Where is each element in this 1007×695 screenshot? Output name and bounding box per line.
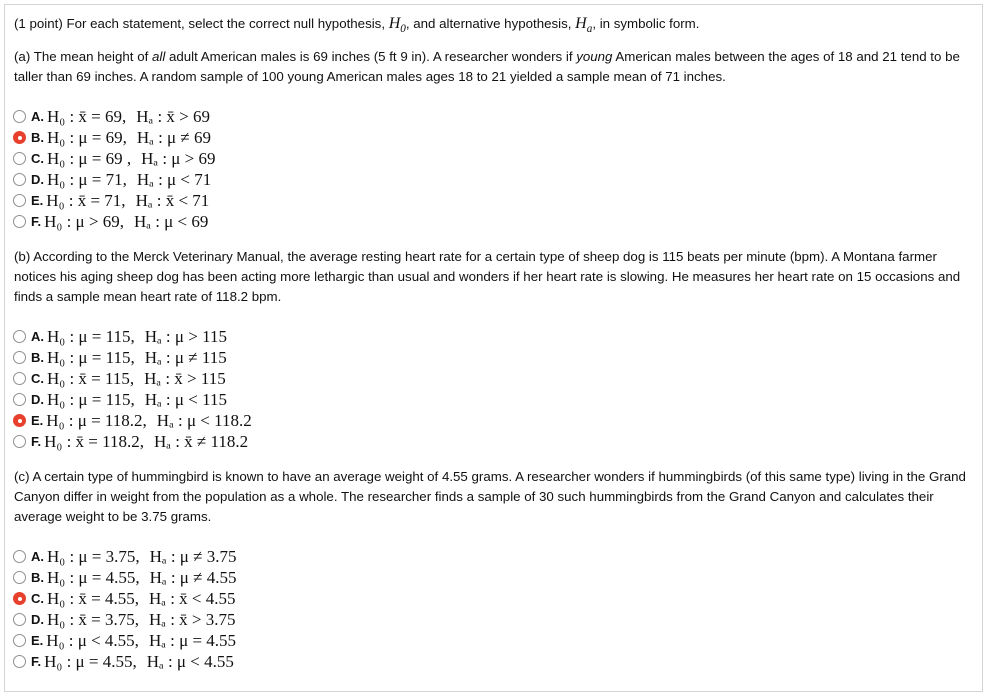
alternative-hypothesis: Hₐ : μ ≠ 4.55 xyxy=(149,567,237,587)
answer-option[interactable] xyxy=(13,368,252,389)
option-letter: F. xyxy=(31,214,42,229)
radio-button[interactable] xyxy=(13,330,26,343)
alternative-hypothesis: Hₐ : x̄ > 69 xyxy=(136,106,211,126)
answer-option[interactable] xyxy=(13,588,236,609)
part-a-prompt: (a) The mean height of all adult American males is 69 inches (5 ft 9 in). A researcher wonders if young American males between the ages of 18 and 21 tend to be taller than 69 inches. A random sample of 100 young American males ages 18 to 21 yielded a sample mean of 71 inches. xyxy=(14,49,960,84)
radio-button[interactable] xyxy=(13,110,26,123)
null-hypothesis: H₀ : x̄ = 4.55, xyxy=(47,588,140,608)
answer-option[interactable] xyxy=(13,326,252,347)
alternative-hypothesis: Hₐ : x̄ < 4.55 xyxy=(149,588,236,608)
answer-option[interactable] xyxy=(13,347,252,368)
option-letter: C. xyxy=(31,591,44,606)
radio-button[interactable] xyxy=(13,372,26,385)
alternative-hypothesis: Hₐ : μ > 69 xyxy=(141,148,216,168)
null-hypothesis: H₀ : μ = 4.55, xyxy=(44,651,137,671)
problem-intro xyxy=(14,14,974,35)
intro-text: (1 point) For each statement, select the correct null hypothesis, xyxy=(14,16,389,31)
null-hypothesis: H₀ : μ = 118.2, xyxy=(46,410,147,430)
null-hypothesis: H₀ : μ = 115, xyxy=(47,389,135,409)
radio-button[interactable] xyxy=(13,634,26,647)
answer-option[interactable] xyxy=(13,106,216,127)
option-letter: B. xyxy=(31,570,44,585)
ha-symbol: $H_a$ xyxy=(575,15,593,35)
alternative-hypothesis: Hₐ : x̄ > 115 xyxy=(144,368,226,388)
alternative-hypothesis: Hₐ : μ ≠ 69 xyxy=(136,127,211,147)
option-letter: A. xyxy=(31,549,44,564)
null-hypothesis: H₀ : μ = 69, xyxy=(47,127,127,147)
answer-option[interactable] xyxy=(13,410,252,431)
null-hypothesis: H₀ : μ = 115, xyxy=(47,347,135,367)
alternative-hypothesis: Hₐ : μ < 118.2 xyxy=(156,410,252,430)
alternative-hypothesis: Hₐ : μ < 71 xyxy=(136,169,212,189)
alternative-hypothesis: Hₐ : x̄ < 71 xyxy=(135,190,210,210)
intro-text-3: , in symbolic form. xyxy=(592,16,700,31)
null-hypothesis: H₀ : x̄ = 118.2, xyxy=(44,431,145,451)
option-letter: E. xyxy=(31,193,44,208)
radio-button[interactable] xyxy=(13,613,26,626)
alternative-hypothesis: Hₐ : μ < 69 xyxy=(134,211,209,231)
radio-selected[interactable] xyxy=(13,131,26,144)
option-letter: B. xyxy=(31,350,44,365)
option-letter: D. xyxy=(31,612,44,627)
answer-option[interactable] xyxy=(13,389,252,410)
radio-button[interactable] xyxy=(13,194,26,207)
option-letter: A. xyxy=(31,329,44,344)
null-hypothesis: H₀ : μ = 69 , xyxy=(47,148,132,168)
option-letter: F. xyxy=(31,434,42,449)
part-b-options xyxy=(13,326,252,452)
option-letter: A. xyxy=(31,109,44,124)
radio-button[interactable] xyxy=(13,571,26,584)
answer-option[interactable] xyxy=(13,148,216,169)
radio-selected[interactable] xyxy=(13,592,26,605)
problem-panel xyxy=(4,4,983,692)
answer-option[interactable] xyxy=(13,190,216,211)
null-hypothesis: H₀ : μ < 4.55, xyxy=(46,630,139,650)
answer-option[interactable] xyxy=(13,651,236,672)
option-letter: D. xyxy=(31,172,44,187)
option-letter: F. xyxy=(31,654,42,669)
alternative-hypothesis: Hₐ : μ ≠ 3.75 xyxy=(149,546,237,566)
answer-option[interactable] xyxy=(13,609,236,630)
null-hypothesis: H₀ : μ > 69, xyxy=(44,211,125,231)
option-letter: C. xyxy=(31,151,44,166)
null-hypothesis: H₀ : x̄ = 115, xyxy=(47,368,135,388)
option-letter: E. xyxy=(31,633,44,648)
part-c-prompt: (c) A certain type of hummingbird is known to have an average weight of 4.55 grams. A researcher wonders if hummingbirds (of this same type) living in the Grand Canyon differ in weight from the population as a whole. The researcher finds a sample of 30 such hummingbirds from the Grand Canyon and calculates their average weight to be 3.75 grams. xyxy=(14,469,966,524)
radio-button[interactable] xyxy=(13,152,26,165)
option-letter: D. xyxy=(31,392,44,407)
null-hypothesis: H₀ : μ = 3.75, xyxy=(47,546,140,566)
part-b-prompt: (b) According to the Merck Veterinary Manual, the average resting heart rate for a certain type of sheep dog is 115 beats per minute (bpm). A Montana farmer notices his aging sheep dog has been acting more lethargic than usual and wonders if her heart rate is slowing. He measures her heart rate on 15 occasions and finds a sample mean heart rate of 118.2 bpm. xyxy=(14,249,961,304)
answer-option[interactable] xyxy=(13,546,236,567)
radio-button[interactable] xyxy=(13,393,26,406)
alternative-hypothesis: Hₐ : x̄ > 3.75 xyxy=(149,609,236,629)
h0-symbol: $H_0$ xyxy=(388,15,406,35)
radio-button[interactable] xyxy=(13,351,26,364)
alternative-hypothesis: Hₐ : μ < 115 xyxy=(144,389,227,409)
answer-option[interactable] xyxy=(13,169,216,190)
radio-button[interactable] xyxy=(13,215,26,228)
alternative-hypothesis: Hₐ : μ ≠ 115 xyxy=(144,347,227,367)
radio-selected[interactable] xyxy=(13,414,26,427)
answer-option[interactable] xyxy=(13,630,236,651)
alternative-hypothesis: Hₐ : μ = 4.55 xyxy=(148,630,237,650)
option-letter: C. xyxy=(31,371,44,386)
radio-button[interactable] xyxy=(13,435,26,448)
radio-button[interactable] xyxy=(13,655,26,668)
answer-option[interactable] xyxy=(13,431,252,452)
answer-option[interactable] xyxy=(13,127,216,148)
alternative-hypothesis: Hₐ : μ > 115 xyxy=(144,326,227,346)
null-hypothesis: H₀ : x̄ = 71, xyxy=(46,190,126,210)
answer-option[interactable] xyxy=(13,567,236,588)
answer-option[interactable] xyxy=(13,211,216,232)
null-hypothesis: H₀ : μ = 71, xyxy=(47,169,127,189)
part-c-options xyxy=(13,546,236,672)
null-hypothesis: H₀ : μ = 115, xyxy=(47,326,135,346)
radio-button[interactable] xyxy=(13,550,26,563)
radio-button[interactable] xyxy=(13,173,26,186)
alternative-hypothesis: Hₐ : x̄ ≠ 118.2 xyxy=(154,431,249,451)
null-hypothesis: H₀ : μ = 4.55, xyxy=(47,567,140,587)
null-hypothesis: H₀ : x̄ = 69, xyxy=(47,106,127,126)
option-letter: B. xyxy=(31,130,44,145)
option-letter: E. xyxy=(31,413,44,428)
alternative-hypothesis: Hₐ : μ < 4.55 xyxy=(146,651,234,671)
null-hypothesis: H₀ : x̄ = 3.75, xyxy=(47,609,140,629)
intro-text-2: , and alternative hypothesis, xyxy=(405,16,576,31)
part-a-options xyxy=(13,106,216,232)
